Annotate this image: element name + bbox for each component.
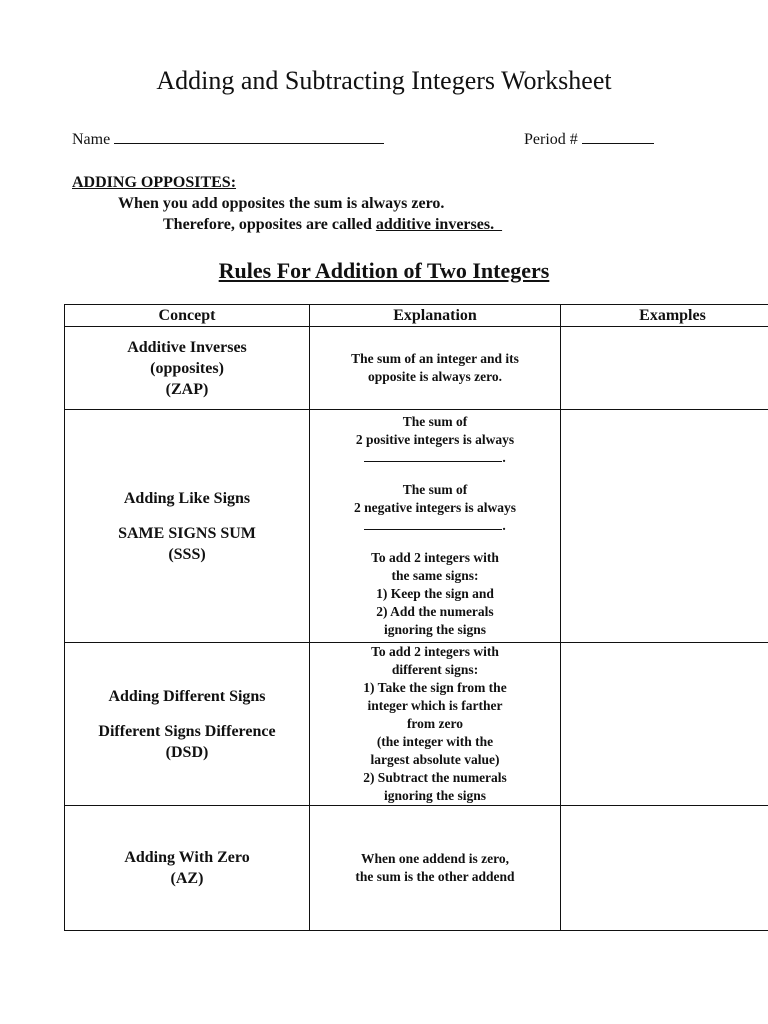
additive-inverses-term: additive inverses. — [375, 216, 503, 233]
explanation-cell — [310, 806, 561, 931]
explanation-line: 1) Take the sign from the — [363, 680, 507, 695]
explanation-line: 1) Keep the sign and — [376, 586, 494, 601]
explanation-line: (the integer with the — [376, 734, 494, 749]
table-row — [65, 410, 768, 643]
explanation-line: ignoring the signs — [383, 788, 487, 803]
explanation-line: To add 2 integers with — [371, 644, 499, 659]
explanation-line: When one addend is zero, — [361, 851, 509, 866]
explanation-line: 2) Subtract the numerals — [363, 770, 507, 785]
table-row — [65, 643, 768, 806]
adding-opposites-heading: ADDING OPPOSITES: — [72, 174, 237, 191]
period-blank[interactable] — [582, 129, 654, 144]
period-row — [524, 129, 654, 151]
explanation-line: the same signs: — [391, 568, 479, 583]
concept-line: (DSD) — [165, 743, 209, 761]
name-row — [72, 129, 384, 151]
header-concept: Concept — [65, 305, 310, 327]
explanation-line: from zero — [406, 716, 464, 731]
worksheet-title: Adding and Subtracting Integers Worksheet — [156, 66, 612, 95]
concept-line: (ZAP) — [165, 380, 209, 398]
examples-cell[interactable] — [561, 806, 768, 931]
concept-line: SAME SIGNS SUM — [118, 524, 256, 542]
adding-opposites-line1: When you add opposites the sum is always zero. — [118, 195, 445, 212]
concept-line: (opposites) — [150, 359, 224, 377]
concept-cell — [65, 327, 310, 410]
concept-line: Adding With Zero — [124, 849, 250, 866]
explanation-line: different signs: — [391, 662, 479, 677]
explanation-line: largest absolute value) — [370, 752, 500, 767]
explanation-line: 2 negative integers is always — [354, 500, 516, 515]
concept-line: (SSS) — [168, 545, 206, 563]
explanation-cell — [310, 327, 561, 410]
table-header-row — [65, 305, 768, 327]
header-examples: Examples — [561, 305, 768, 327]
concept-line: Adding Different Signs — [108, 687, 266, 705]
concept-cell — [65, 806, 310, 931]
line2-prefix: Therefore, opposites are called — [163, 216, 376, 233]
explanation-line: opposite is always zero. — [368, 369, 502, 384]
concept-line: Different Signs Difference — [98, 722, 276, 740]
adding-opposites-line2 — [163, 214, 502, 236]
header-explanation: Explanation — [310, 305, 561, 327]
table-row — [65, 806, 768, 931]
explanation-line: The sum of — [402, 414, 468, 429]
examples-cell[interactable] — [561, 410, 768, 643]
explanation-line: The sum of — [402, 482, 468, 497]
concept-cell — [65, 643, 310, 806]
explanation-line: ignoring the signs — [383, 622, 487, 637]
explanation-line: the sum is the other addend — [355, 869, 515, 884]
concept-line: Additive Inverses — [127, 338, 247, 356]
explanation-line: 2 positive integers is always — [355, 432, 515, 447]
examples-cell[interactable] — [561, 327, 768, 410]
concept-line: Adding Like Signs — [123, 489, 251, 507]
explanation-line: To add 2 integers with — [371, 550, 499, 565]
answer-blank[interactable] — [364, 517, 502, 530]
name-blank[interactable] — [114, 129, 384, 144]
rules-title: Rules For Addition of Two Integers — [218, 258, 550, 283]
examples-cell[interactable] — [561, 643, 768, 806]
table-row — [65, 327, 768, 410]
concept-line: (AZ) — [170, 870, 204, 887]
concept-cell — [65, 410, 310, 643]
explanation-cell: The sum of 2 positive integers is always . The sum of 2 negative integers is always . To add 2 integers with the same signs: 1) Keep the sign and 2) Add the numerals ignoring the signs — [310, 410, 561, 643]
explanation-line: 2) Add the numerals — [376, 604, 494, 619]
rules-table — [64, 304, 768, 931]
explanation-line: The sum of an integer and its — [351, 351, 519, 366]
explanation-line: integer which is farther — [367, 698, 503, 713]
name-label: Name — [72, 131, 111, 148]
explanation-cell — [310, 643, 561, 806]
period-label: Period # — [524, 131, 578, 148]
answer-blank[interactable] — [364, 449, 502, 462]
